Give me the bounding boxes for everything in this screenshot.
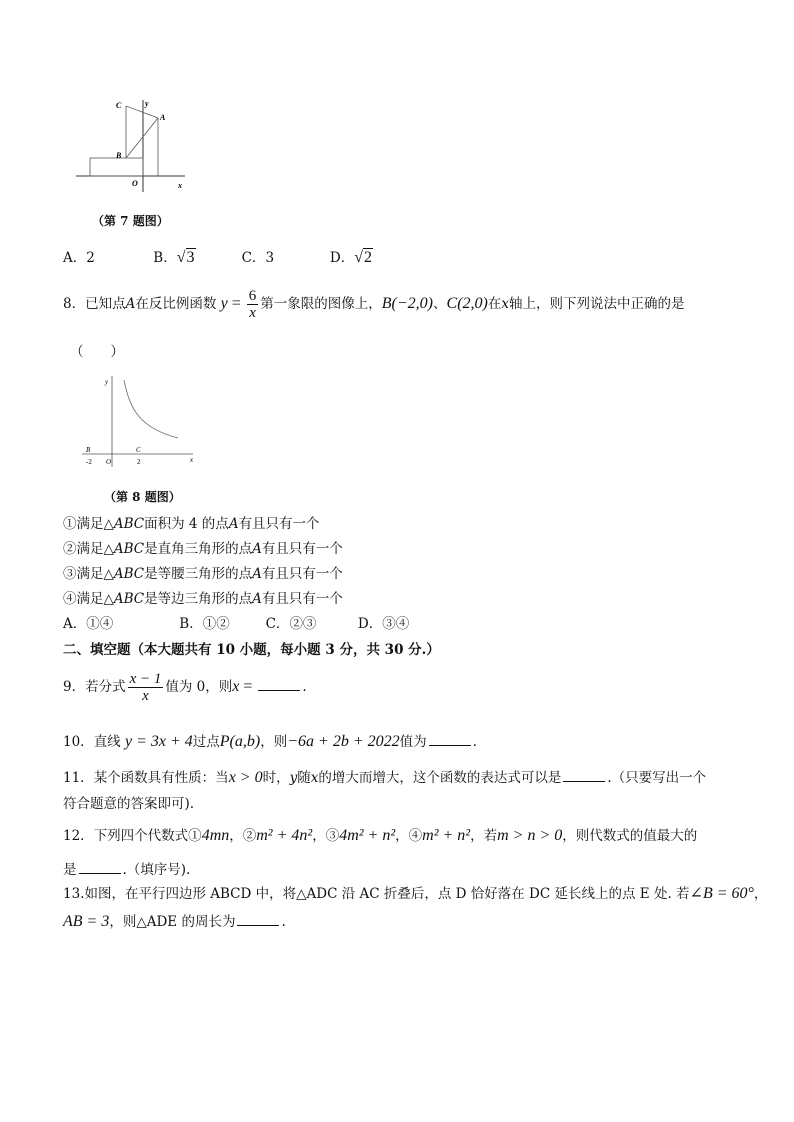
- q8-option-a: A．①④: [63, 616, 114, 632]
- q8-figure: [78, 372, 200, 470]
- q13-line2: AB = 3，则△ADE 的周长为 .: [63, 913, 286, 930]
- q7-label-x: x: [178, 181, 182, 190]
- q8-statement-2: ②满足△ABC是直角三角形的点A有且只有一个: [63, 541, 343, 557]
- q11-answer-blank[interactable]: [563, 769, 605, 782]
- q8-label-x: x: [190, 456, 194, 464]
- q8-option-c: C．②③: [265, 616, 317, 632]
- q11-line2: 符合题意的答案即可).: [63, 796, 195, 812]
- q7-figure: [70, 96, 200, 196]
- q7-label-B: B: [116, 151, 122, 160]
- q8-label-y: y: [105, 378, 109, 386]
- q10: 10．直线 y = 3x + 4过点P(a,b)，则−6a + 2b + 2022值为 .: [63, 733, 477, 750]
- q13-line1: 13.如图，在平行四边形 ABCD 中，将△ADC 沿 AC 折叠后，点 D 恰好落在 DC 延长线上的点 E 处. 若∠B = 60°，: [63, 885, 768, 902]
- q12-line2: 是 .（填序号).: [63, 862, 191, 878]
- q7-label-A: A: [160, 113, 166, 122]
- q7-label-y: y: [145, 99, 149, 108]
- q8-label-C: C: [136, 446, 141, 454]
- section2-title: 二、填空题（本大题共有 10 小题，每小题 3 分，共 30 分.）: [63, 642, 440, 658]
- q7-option-a: A．2: [63, 250, 95, 266]
- q12-answer-blank[interactable]: [79, 861, 121, 874]
- q8-label-neg2: -2: [86, 458, 92, 466]
- q10-answer-blank[interactable]: [429, 733, 471, 746]
- q11-line1: 11．某个函数具有性质：当x > 0时，y随x的增大而增大，这个函数的表达式可以是 .（只要写出一个: [63, 769, 707, 786]
- q7-option-c: C．3: [241, 250, 275, 266]
- q7-options: [63, 246, 373, 267]
- q7-label-O: O: [132, 179, 138, 188]
- q8-label-B: B: [86, 446, 91, 454]
- q8-option-d: D．③④: [357, 616, 410, 632]
- q8-statement-1: ①满足△ABC面积为 4 的点A有且只有一个: [63, 516, 320, 532]
- q8-figure-caption: （第 8 题图）: [104, 490, 181, 504]
- q9-answer-blank[interactable]: [258, 678, 300, 691]
- q8-stem: 8．已知点A在反比例函数 y = $\frac{6}{x}$ 第一象限的图像上，B(−2,0)、C(2,0)在x轴上，则下列说法中正确的是: [63, 288, 685, 321]
- q8-label-O: O: [106, 458, 112, 466]
- q7-option-b: B．√3: [153, 249, 195, 266]
- q8-statement-3: ③满足△ABC是等腰三角形的点A有且只有一个: [63, 566, 343, 582]
- q7-label-C: C: [116, 101, 122, 110]
- q8-statement-4: ④满足△ABC是等边三角形的点A有且只有一个: [63, 591, 343, 607]
- q8-label-2: 2: [137, 458, 141, 466]
- q8-paren: （ ）: [70, 344, 124, 360]
- q7-figure-caption: （第 7 题图）: [92, 214, 169, 228]
- q8-option-b: B．①②: [179, 616, 230, 632]
- q8-options: [63, 612, 409, 632]
- q9: 9．若分式 $\frac{x - 1}{x}$ 值为 0，则x = .: [63, 671, 307, 704]
- q12-line1: 12．下列四个代数式①4mn，②m² + 4n²，③4m² + n²，④m² + n²，若m > n > 0，则代数式的值最大的: [63, 827, 698, 844]
- q7-option-d: D．√2: [329, 249, 372, 266]
- q13-answer-blank[interactable]: [237, 913, 279, 926]
